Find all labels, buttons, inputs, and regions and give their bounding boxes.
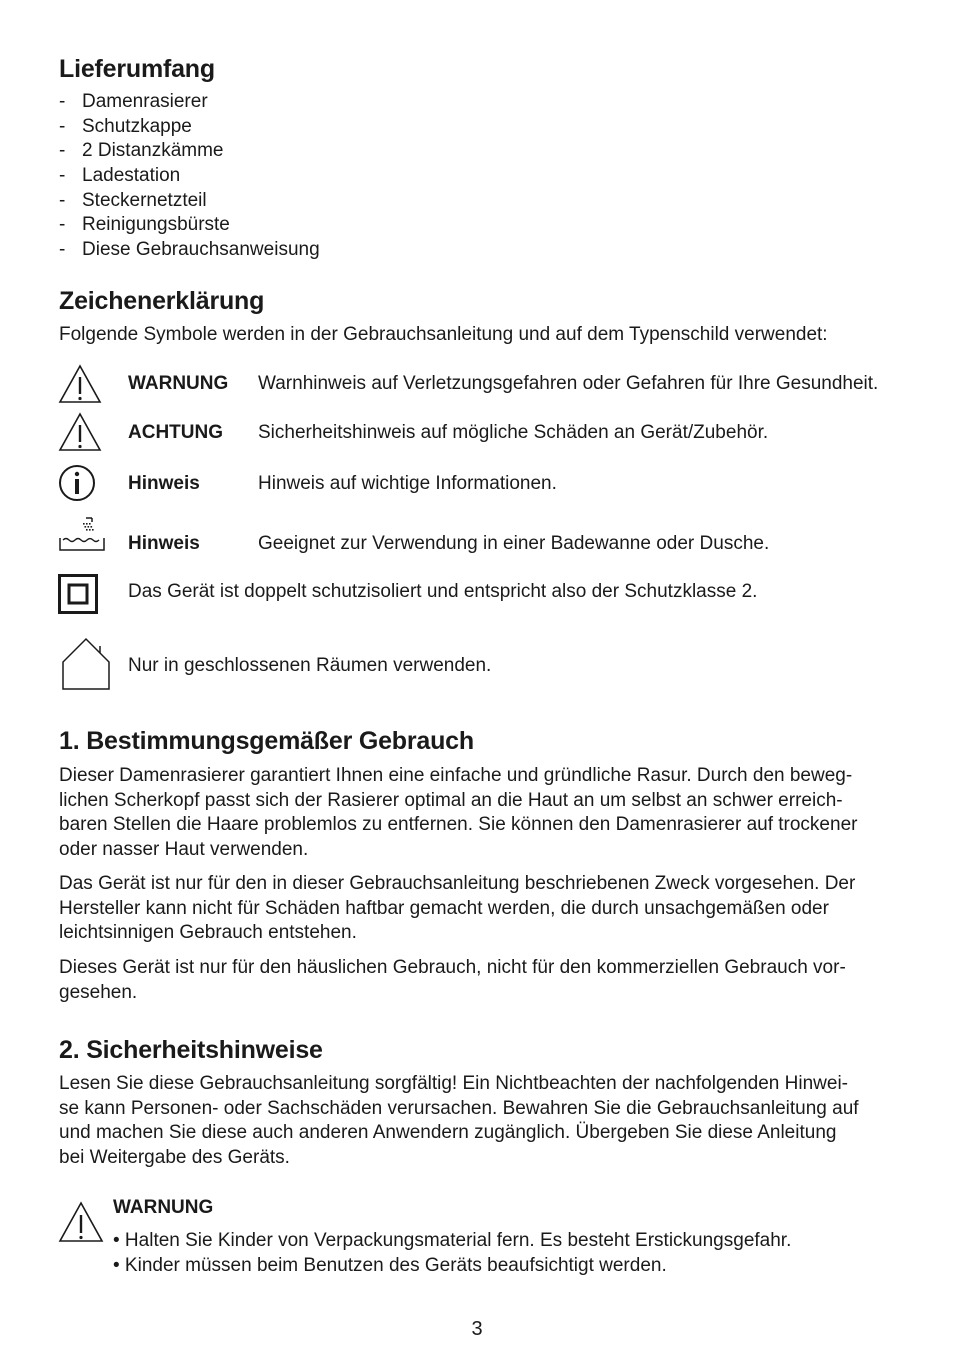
- info-icon: [58, 464, 96, 502]
- warning-bullets: [113, 1229, 791, 1278]
- page-number: 3: [471, 1318, 483, 1340]
- paragraph: Dieser Damenrasierer garantiert Ihnen eine einfache und gründliche Rasur. Durch den beweg- lichen Scherkopf passt sich der Rasierer optimal an die Haut an um selbst an schwer erreich- baren Stellen die Haare problemlos zu entfernen. Sie können den Damenrasierer auf trockener oder nasser Haut verwenden.: [59, 765, 858, 860]
- symbol-label: Hinweis: [128, 473, 200, 494]
- heading-section-1: 1. Bestimmungsgemäßer Gebrauch: [59, 727, 474, 755]
- double-insulation-icon: [58, 574, 98, 614]
- symbol-row-achtung: [0, 410, 954, 460]
- symbol-label: ACHTUNG: [128, 422, 223, 443]
- paragraph: Das Gerät ist nur für den in dieser Gebrauchsanleitung beschriebenen Zweck vorgesehen. Der Hersteller kann nicht für Schäden haftbar gemacht werden, die durch unsachgemäßen oder leichtsinnigen Gebrauch entstehen.: [59, 873, 856, 943]
- heading-lieferumfang: Lieferumfang: [59, 55, 215, 83]
- warning-block: [0, 1195, 954, 1285]
- list-item: - 2 Distanzkämme: [59, 140, 224, 162]
- symbol-row-protection-class: [0, 570, 954, 620]
- symbol-row-warnung: [0, 362, 954, 412]
- symbol-row-indoor: [0, 634, 954, 692]
- symbol-description: Geeignet zur Verwendung in einer Badewanne oder Dusche.: [258, 533, 770, 554]
- list-item: - Diese Gebrauchsanweisung: [59, 239, 320, 261]
- bath-shower-icon: [58, 514, 106, 554]
- warning-triangle-icon: [58, 364, 102, 404]
- warning-triangle-icon: [58, 412, 102, 452]
- symbol-row-hinweis-info: [0, 462, 954, 512]
- list-item: • Kinder müssen beim Benutzen des Geräts beaufsichtigt werden.: [113, 1254, 667, 1276]
- warning-triangle-icon: [58, 1201, 104, 1243]
- list-item: - Ladestation: [59, 165, 181, 187]
- list-item: - Schutzkappe: [59, 115, 192, 137]
- symbols-intro: Folgende Symbole werden in der Gebrauchsanleitung und auf dem Typenschild verwendet:: [59, 324, 828, 345]
- list-item: - Reinigungsbürste: [59, 214, 230, 236]
- symbol-label: Hinweis: [128, 533, 200, 554]
- heading-zeichenerklaerung: Zeichenerklärung: [59, 287, 265, 315]
- symbol-description: Nur in geschlossenen Räumen verwenden.: [128, 655, 492, 676]
- symbol-row-hinweis-bath: [0, 512, 954, 562]
- delivery-list: [59, 90, 320, 263]
- list-item: - Damenrasierer: [59, 91, 208, 112]
- paragraph: Lesen Sie diese Gebrauchsanleitung sorgfältig! Ein Nichtbeachten der nachfolgenden Hinwei- se kann Personen- oder Sachschäden verursachen. Bewahren Sie die Gebrauchsanleitung auf und machen Sie diese auch anderen Anwendern zugänglich. Übergeben Sie diese Anleitung bei Weitergabe des Geräts.: [59, 1073, 859, 1168]
- symbol-description: Das Gerät ist doppelt schutzisoliert und entspricht also der Schutzklasse 2.: [128, 581, 758, 602]
- symbol-description: Sicherheitshinweis auf mögliche Schäden an Gerät/Zubehör.: [258, 422, 769, 443]
- heading-section-2: 2. Sicherheitshinweise: [59, 1036, 323, 1064]
- house-icon: [58, 636, 112, 690]
- symbol-description: Warnhinweis auf Verletzungsgefahren oder Gefahren für Ihre Gesundheit.: [258, 373, 879, 394]
- list-item: - Steckernetzteil: [59, 189, 207, 211]
- warning-label: WARNUNG: [113, 1197, 214, 1218]
- paragraph: Dieses Gerät ist nur für den häuslichen Gebrauch, nicht für den kommerziellen Gebrauch vor- gesehen.: [59, 957, 846, 1003]
- symbol-label: WARNUNG: [128, 373, 229, 394]
- list-item: • Halten Sie Kinder von Verpackungsmaterial fern. Es besteht Erstickungsgefahr.: [113, 1230, 792, 1251]
- symbol-description: Hinweis auf wichtige Informationen.: [258, 473, 557, 494]
